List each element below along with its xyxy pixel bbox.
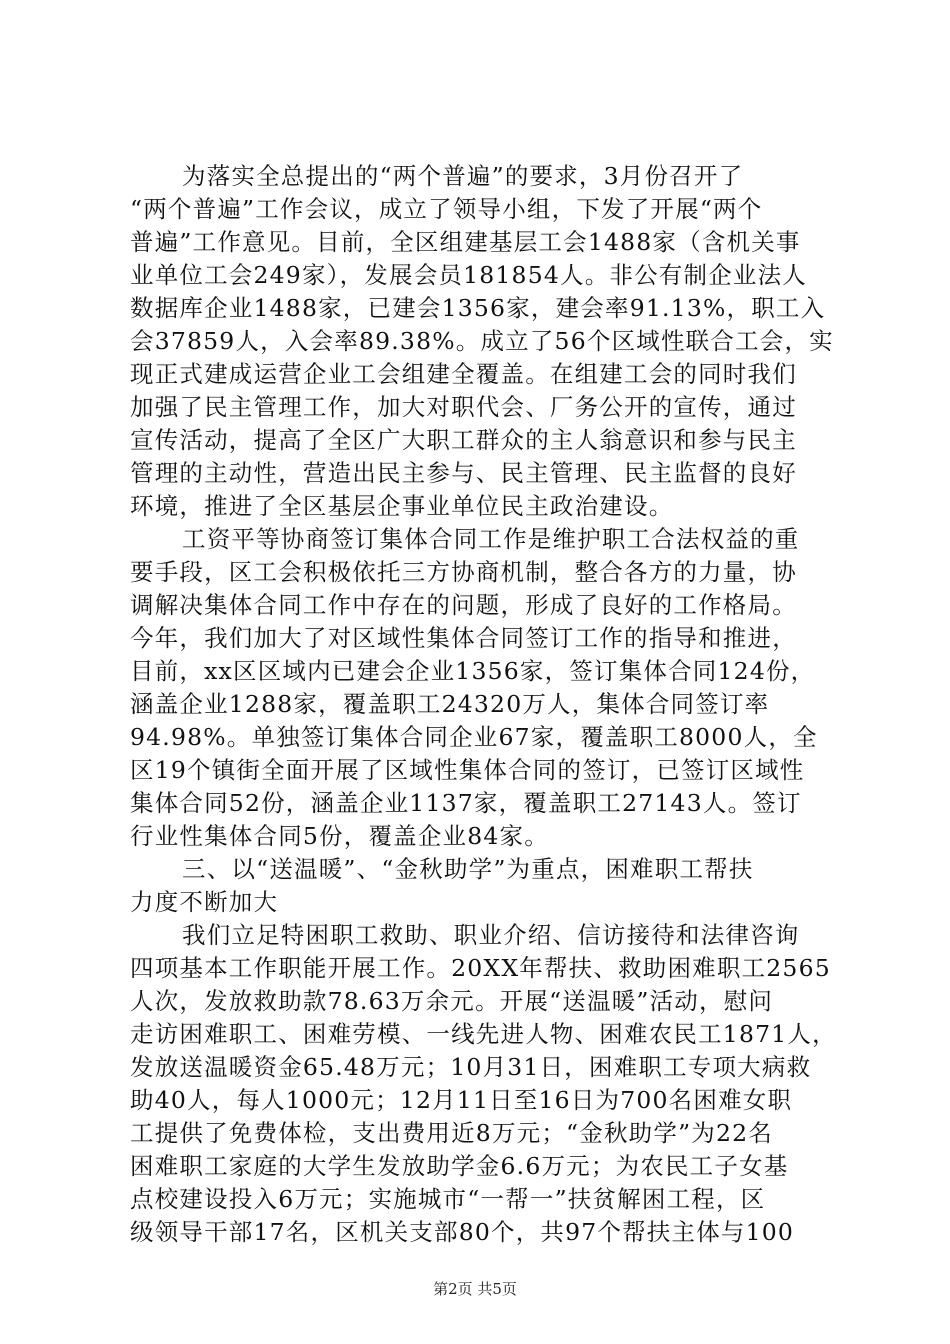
- text-line: 调解决集体合同工作中存在的问题，形成了良好的工作格局。: [130, 591, 797, 619]
- text-line: 普遍”工作意见。目前，全区组建基层工会1488家（含机关事: [130, 228, 801, 256]
- text-line: 涵盖企业1288家，覆盖职工24320万人，集体合同签订率: [130, 690, 770, 718]
- text-line: 四项基本工作职能开展工作。20XX年帮扶、救助困难职工2565: [130, 954, 831, 982]
- text-line: 现正式建成运营企业工会组建全覆盖。在组建工会的同时我们: [130, 360, 797, 388]
- text-line: 发放送温暖资金65.48万元；10月31日，困难职工专项大病救: [130, 1053, 812, 1081]
- text-line: 集体合同52份，涵盖企业1137家，覆盖职工27143人。签订: [130, 789, 802, 817]
- text-line: 今年，我们加大了对区域性集体合同签订工作的指导和推进，: [130, 624, 797, 652]
- section-heading: 力度不断加大: [130, 888, 279, 916]
- text-line: 目前，xx区区域内已建会企业1356家，签订集体合同124份，: [130, 657, 816, 685]
- text-line: 助40人，每人1000元；12月11日至16日为700名困难女职: [130, 1086, 793, 1114]
- text-line: 94.98%。单独签订集体合同企业67家，覆盖职工8000人，全: [130, 723, 818, 751]
- text-line: 人次，发放救助款78.63万余元。开展“送温暖”活动，慰问: [130, 987, 774, 1015]
- text-line: 我们立足特困职工救助、职业介绍、信访接待和法律咨询: [182, 921, 800, 949]
- document-body: [130, 160, 837, 1249]
- text-line: 点校建设投入6万元；实施城市“一帮一”扶贫解困工程，区: [130, 1185, 766, 1213]
- text-line: 走访困难职工、困难劳模、一线先进人物、困难农民工1871人，: [130, 1020, 837, 1048]
- text-line: 工资平等协商签订集体合同工作是维护职工合法权益的重: [182, 525, 800, 553]
- text-line: 管理的主动性，营造出民主参与、民主管理、民主监督的良好: [130, 459, 797, 487]
- text-line: “两个普遍”工作会议，成立了领导小组，下发了开展“两个: [130, 195, 763, 223]
- text-line: 为落实全总提出的“两个普遍”的要求，3月份召开了: [182, 162, 744, 190]
- text-line: 数据库企业1488家，已建会1356家，建会率91.13%，职工入: [130, 294, 826, 322]
- text-line: 加强了民主管理工作，加大对职代会、厂务公开的宣传，通过: [130, 393, 797, 421]
- section-heading: 三、以“送温暖”、“金秋助学”为重点，困难职工帮扶: [182, 855, 754, 883]
- text-line: 行业性集体合同5份，覆盖企业84家。: [130, 822, 549, 850]
- text-line: 区19个镇街全面开展了区域性集体合同的签订，已签订区域性: [130, 756, 805, 784]
- page-number-footer: 第2页 共5页: [433, 1280, 517, 1298]
- text-line: 要手段，区工会积极依托三方协商机制，整合各方的力量，协: [130, 558, 797, 586]
- text-line: 级领导干部17名，区机关支部80个，共97个帮扶主体与100: [130, 1218, 795, 1246]
- text-line: 工提供了免费体检，支出费用近8万元；“金秋助学”为22名: [130, 1119, 773, 1147]
- text-line: 环境，推进了全区基层企事业单位民主政治建设。: [130, 492, 674, 520]
- text-line: 宣传活动，提高了全区广大职工群众的主人翁意识和参与民主: [130, 426, 797, 454]
- text-line: 业单位工会249家），发展会员181854人。非公有制企业法人: [130, 261, 808, 289]
- text-line: 会37859人，入会率89.38%。成立了56个区域性联合工会，实: [130, 327, 834, 355]
- text-line: 困难职工家庭的大学生发放助学金6.6万元；为农民工子女基: [130, 1152, 789, 1180]
